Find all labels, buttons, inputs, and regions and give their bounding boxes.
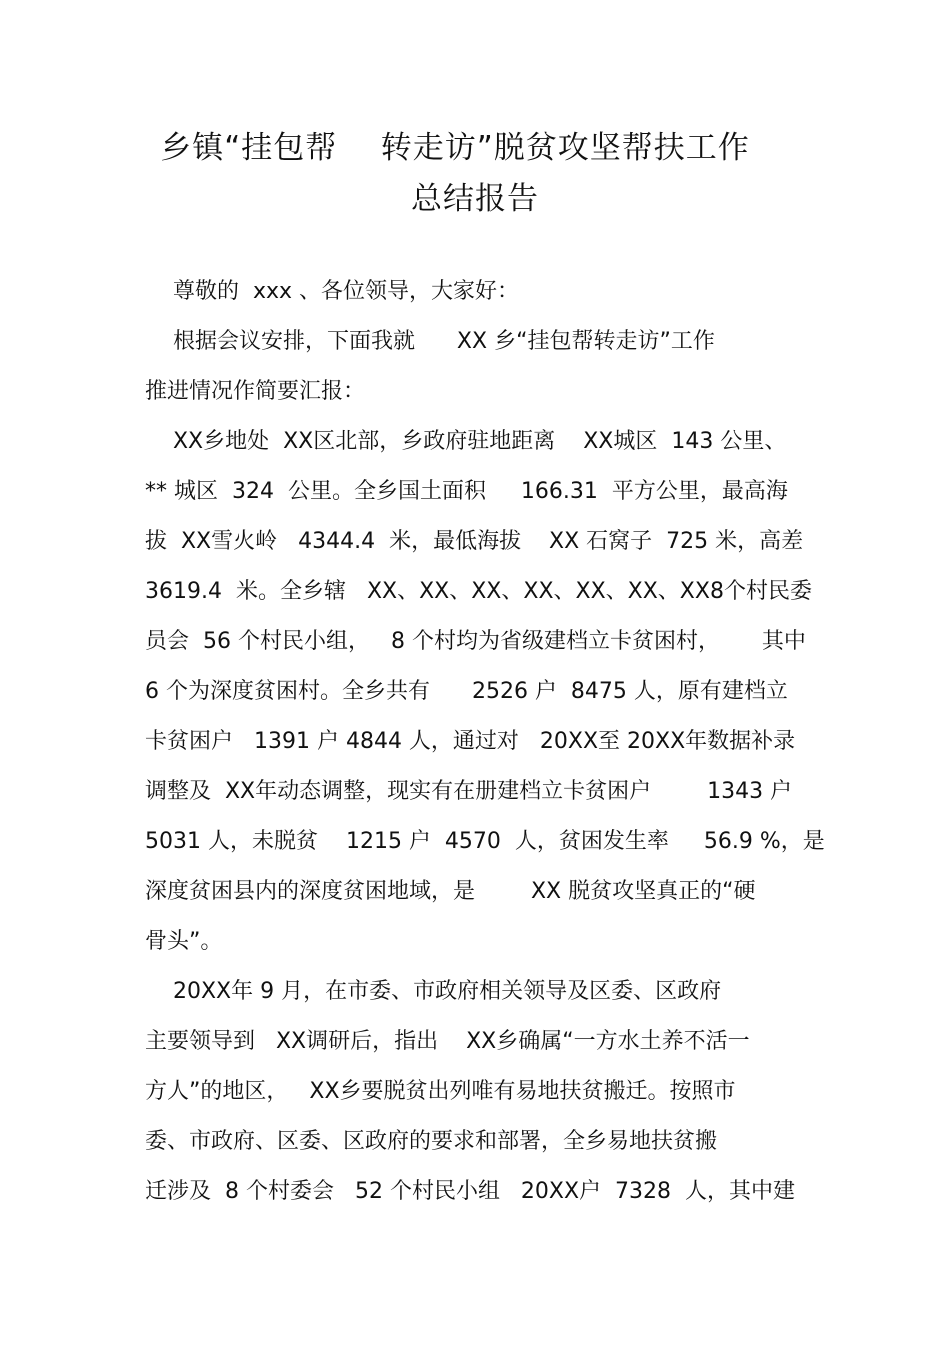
- greeting-line: 尊敬的 xxx 、各位领导，大家好：: [145, 279, 520, 304]
- paragraph-line: XX乡地处 XX区北部，乡政府驻地距离 XX城区 143 公里、: [145, 429, 787, 454]
- paragraph-line: 3619.4 米。全乡辖 XX、XX、XX、XX、XX、XX、XX8个村民委: [145, 579, 812, 604]
- paragraph-line: 方人”的地区， XX乡要脱贫出列唯有易地扶贫搬迁。按照市: [145, 1079, 736, 1104]
- paragraph-line: 5031 人，未脱贫 1215 户 4570 人，贫困发生率 56.9 %，是: [145, 829, 825, 854]
- paragraph-line: 根据会议安排，下面我就 XX 乡“挂包帮转走访”工作: [145, 329, 715, 354]
- paragraph-line: 深度贫困县内的深度贫困地域，是 XX 脱贫攻坚真正的“硬: [145, 879, 756, 904]
- paragraph-line: 委、市政府、区委、区政府的要求和部署，全乡易地扶贫搬: [145, 1129, 718, 1154]
- paragraph-line: 卡贫困户 1391 户 4844 人，通过对 20XX至 20XX年数据补录: [145, 729, 796, 754]
- paragraph-line: 6 个为深度贫困村。全乡共有 2526 户 8475 人，原有建档立: [145, 679, 788, 704]
- paragraph-line: 迁涉及 8 个村委会 52 个村民小组 20XX户 7328 人，其中建: [145, 1179, 796, 1204]
- paragraph-line: 20XX年 9 月，在市委、市政府相关领导及区委、区政府: [145, 979, 722, 1004]
- document-title-line-1: 乡镇“挂包帮 转走访”脱贫攻坚帮扶工作: [160, 130, 750, 166]
- document-title-line-2: 总结报告: [411, 181, 539, 217]
- paragraph-line: 骨头”。: [145, 929, 223, 954]
- paragraph-line: 员会 56 个村民小组， 8 个村均为省级建档立卡贫困村， 其中: [145, 629, 806, 654]
- paragraph-line: 主要领导到 XX调研后，指出 XX乡确属“一方水土养不活一: [145, 1029, 750, 1054]
- paragraph-line: 推进情况作简要汇报：: [145, 379, 366, 404]
- paragraph-line: 调整及 XX年动态调整，现实有在册建档立卡贫困户 1343 户: [145, 779, 793, 804]
- paragraph-line: ** 城区 324 公里。全乡国土面积 166.31 平方公里，最高海: [145, 479, 788, 504]
- paragraph-line: 拔 XX雪火岭 4344.4 米，最低海拔 XX 石窝子 725 米，高差: [145, 529, 804, 554]
